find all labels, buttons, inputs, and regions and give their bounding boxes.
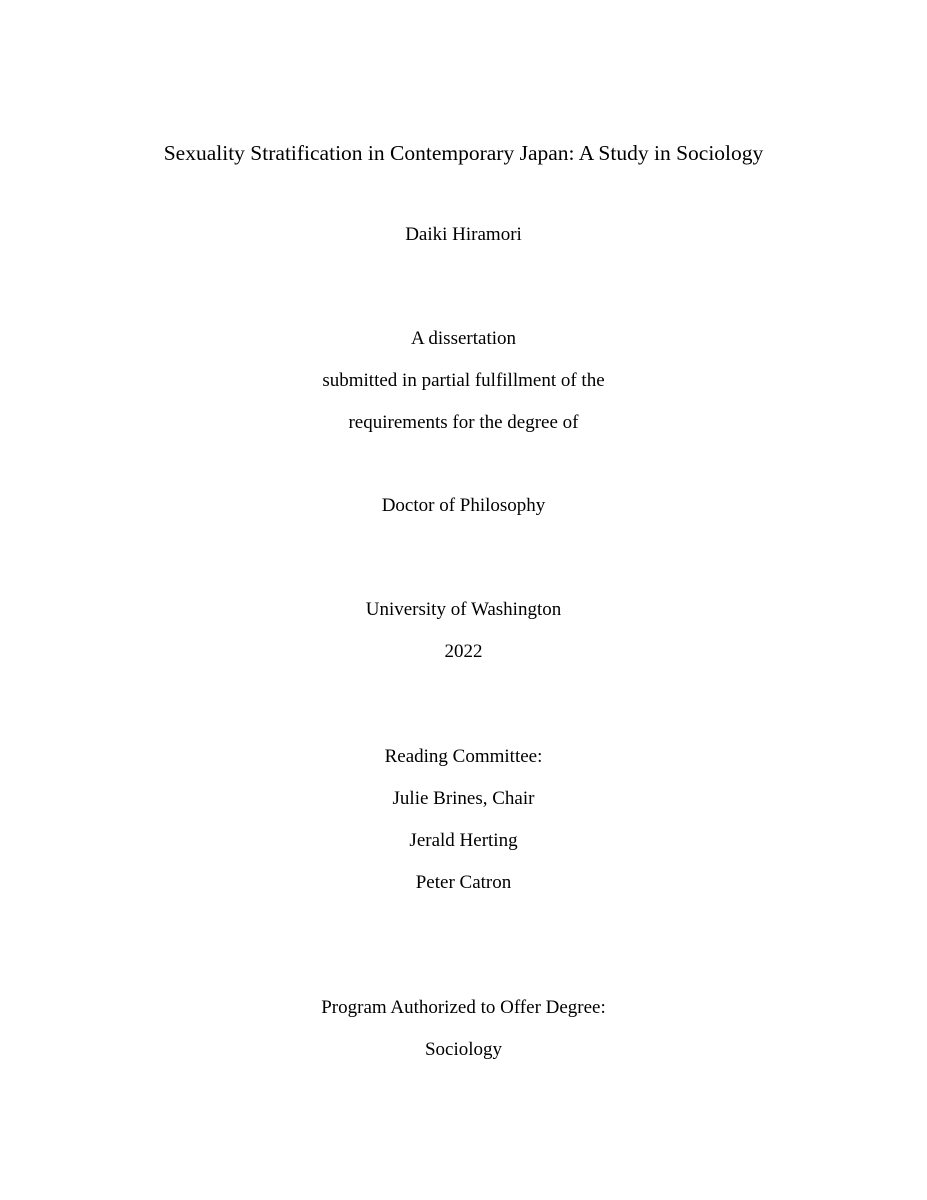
degree-name: Doctor of Philosophy <box>381 495 546 516</box>
submission-line-1: A dissertation <box>410 328 517 349</box>
program-name: Sociology <box>424 1039 503 1060</box>
submission-line-3: requirements for the degree of <box>348 412 579 433</box>
committee-member: Julie Brines, Chair <box>392 788 535 809</box>
program-heading: Program Authorized to Offer Degree: <box>321 997 606 1018</box>
committee-member: Jerald Herting <box>409 830 518 851</box>
committee-member: Peter Catron <box>415 872 512 893</box>
submission-line-2: submitted in partial fulfillment of the <box>322 370 605 391</box>
institution-name: University of Washington <box>365 599 562 620</box>
committee-heading: Reading Committee: <box>384 746 543 767</box>
submission-year: 2022 <box>444 641 483 662</box>
author-name: Daiki Hiramori <box>405 224 522 245</box>
dissertation-title: Sexuality Stratification in Contemporary Japan: A Study in Sociology <box>163 141 764 165</box>
